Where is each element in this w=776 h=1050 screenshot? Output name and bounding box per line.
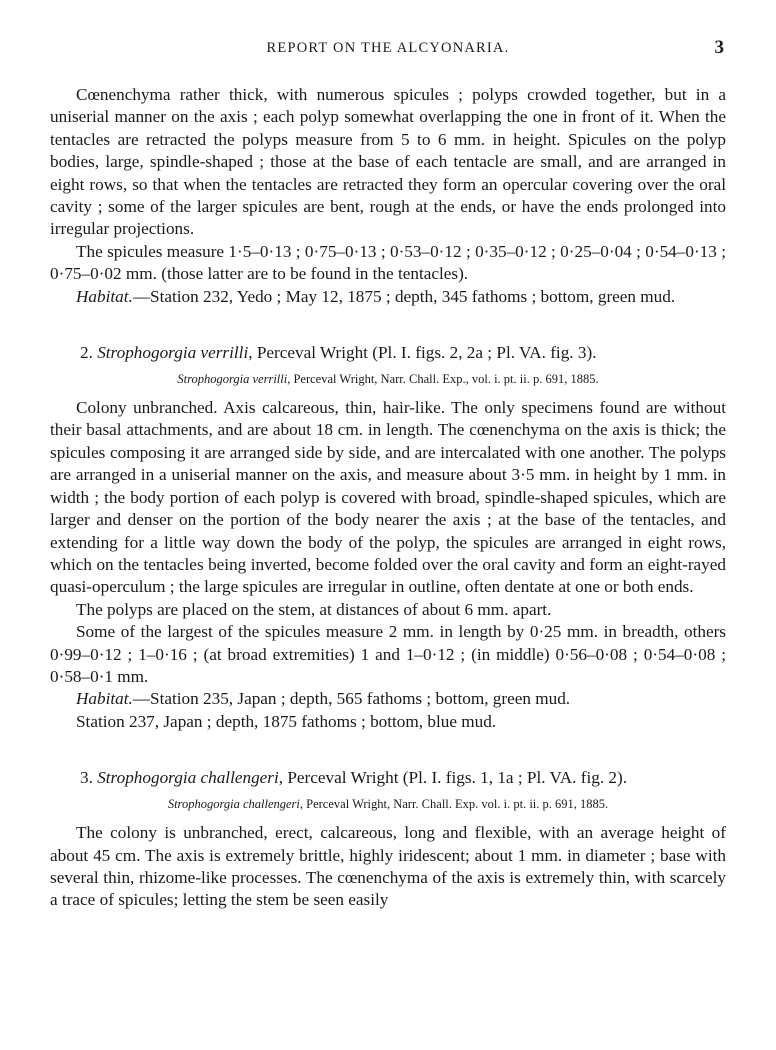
species-author-refs: , Perceval Wright (Pl. I. figs. 1, 1a ; Pl. VA. fig. 2). <box>278 768 628 788</box>
running-header <box>50 37 726 66</box>
species-name: Strophogorgia challengeri <box>97 768 279 788</box>
synonym-reference: , Perceval Wright, Narr. Chall. Exp. vol. i. pt. ii. p. 691, 1885. <box>299 797 609 812</box>
habitat-paragraph <box>50 286 726 308</box>
species-number: 3. <box>80 768 93 788</box>
species-number: 2. <box>80 343 93 363</box>
page-number: 3 <box>714 37 724 58</box>
synonym-name: Strophogorgia verrilli <box>177 372 288 387</box>
habitat-label: Habitat. <box>76 286 133 306</box>
paragraph-spicule-measurements: The spicules measure 1·5–0·13 ; 0·75–0·13 ; 0·53–0·12 ; 0·35–0·12 ; 0·25–0·04 ; 0·54–0·13 ; 0·75–0·02 mm. (those latter are to be found in the tentacles). <box>50 241 726 284</box>
habitat-text: —Station 232, Yedo ; May 12, 1875 ; depth, 345 fathoms ; bottom, green mud. <box>132 286 676 306</box>
species-heading <box>50 342 726 364</box>
paragraph-coenenchyma: Cœnenchyma rather thick, with numerous spicules ; polyps crowded together, but in a uniserial manner on the axis ; each polyp somewhat overlapping the one in front of it. When the tentacles are retracted the polyps measure from 5 to 6 mm. in height. Spicules on the polyp bodies, large, spindle-shaped ; those at the base of each tentacle are small, and are arranged in eight rows, so that when the tentacles are retracted they form an opercular covering over the oral cavity ; some of the larger spicules are bent, rough at the ends, or have the ends prolonged into irregular projections. <box>50 85 726 239</box>
species-name: Strophogorgia verrilli <box>97 343 249 363</box>
habitat-station-line: Station 237, Japan ; depth, 1875 fathoms ; bottom, blue mud. <box>76 711 497 731</box>
species-author-refs: , Perceval Wright (Pl. I. figs. 2, 2a ; Pl. VA. fig. 3). <box>248 343 597 363</box>
paragraph-colony-description: The colony is unbranched, erect, calcareous, long and flexible, with an average height of about 45 cm. The axis is extremely brittle, highly iridescent; about 1 mm. in diameter ; base with several thin, rhizome-like processes. The cœnenchyma of the axis is extremely thin, with scarcely a trace of spicules; letting the stem be seen easily <box>50 823 726 910</box>
species-heading <box>50 767 726 789</box>
synonymy-line <box>50 370 726 388</box>
paragraph-colony-description: Colony unbranched. Axis calcareous, thin, hair-like. The only specimens found are without their basal attachments, and are about 18 cm. in length. The cœnenchyma on the axis is thick; the spicules composing it are arranged side by side, and are intercalated with one another. The polyps are arranged in a uniserial manner on the axis, and measure about 3·5 mm. in height by 1 mm. in width ; the body portion of each polyp is covered with broad, spindle-shaped spicules, which are larger and denser on the portion of the body nearer the axis ; at the base of the tentacles, and extending for a little way down the body of the polyp, the spicules are arranged in eight rows, which on the tentacles being inverted, become folded over the oral cavity and form an eight-rayed quasi-operculum ; the large spicules are irregular in outline, often dentate at one or both ends. <box>50 398 726 597</box>
paragraph-spicule-sizes: Some of the largest of the spicules measure 2 mm. in length by 0·25 mm. in breadth, others 0·99–0·12 ; 1–0·16 ; (at broad extremities) 1 and 1–0·12 ; (in middle) 0·56–0·08 ; 0·54–0·08 ; 0·58–0·1 mm. <box>50 622 726 686</box>
page <box>50 37 726 912</box>
synonymy-line <box>50 795 726 813</box>
habitat-text: —Station 235, Japan ; depth, 565 fathoms ; bottom, green mud. <box>132 689 571 709</box>
synonym-reference: , Perceval Wright, Narr. Chall. Exp., vol. i. pt. ii. p. 691, 1885. <box>287 372 599 387</box>
habitat-paragraph <box>50 688 726 710</box>
paragraph-polyp-spacing: The polyps are placed on the stem, at distances of about 6 mm. apart. <box>76 599 552 619</box>
running-title: REPORT ON THE ALCYONARIA. <box>266 40 510 56</box>
synonym-name: Strophogorgia challengeri <box>167 797 300 812</box>
habitat-label: Habitat. <box>76 689 133 709</box>
